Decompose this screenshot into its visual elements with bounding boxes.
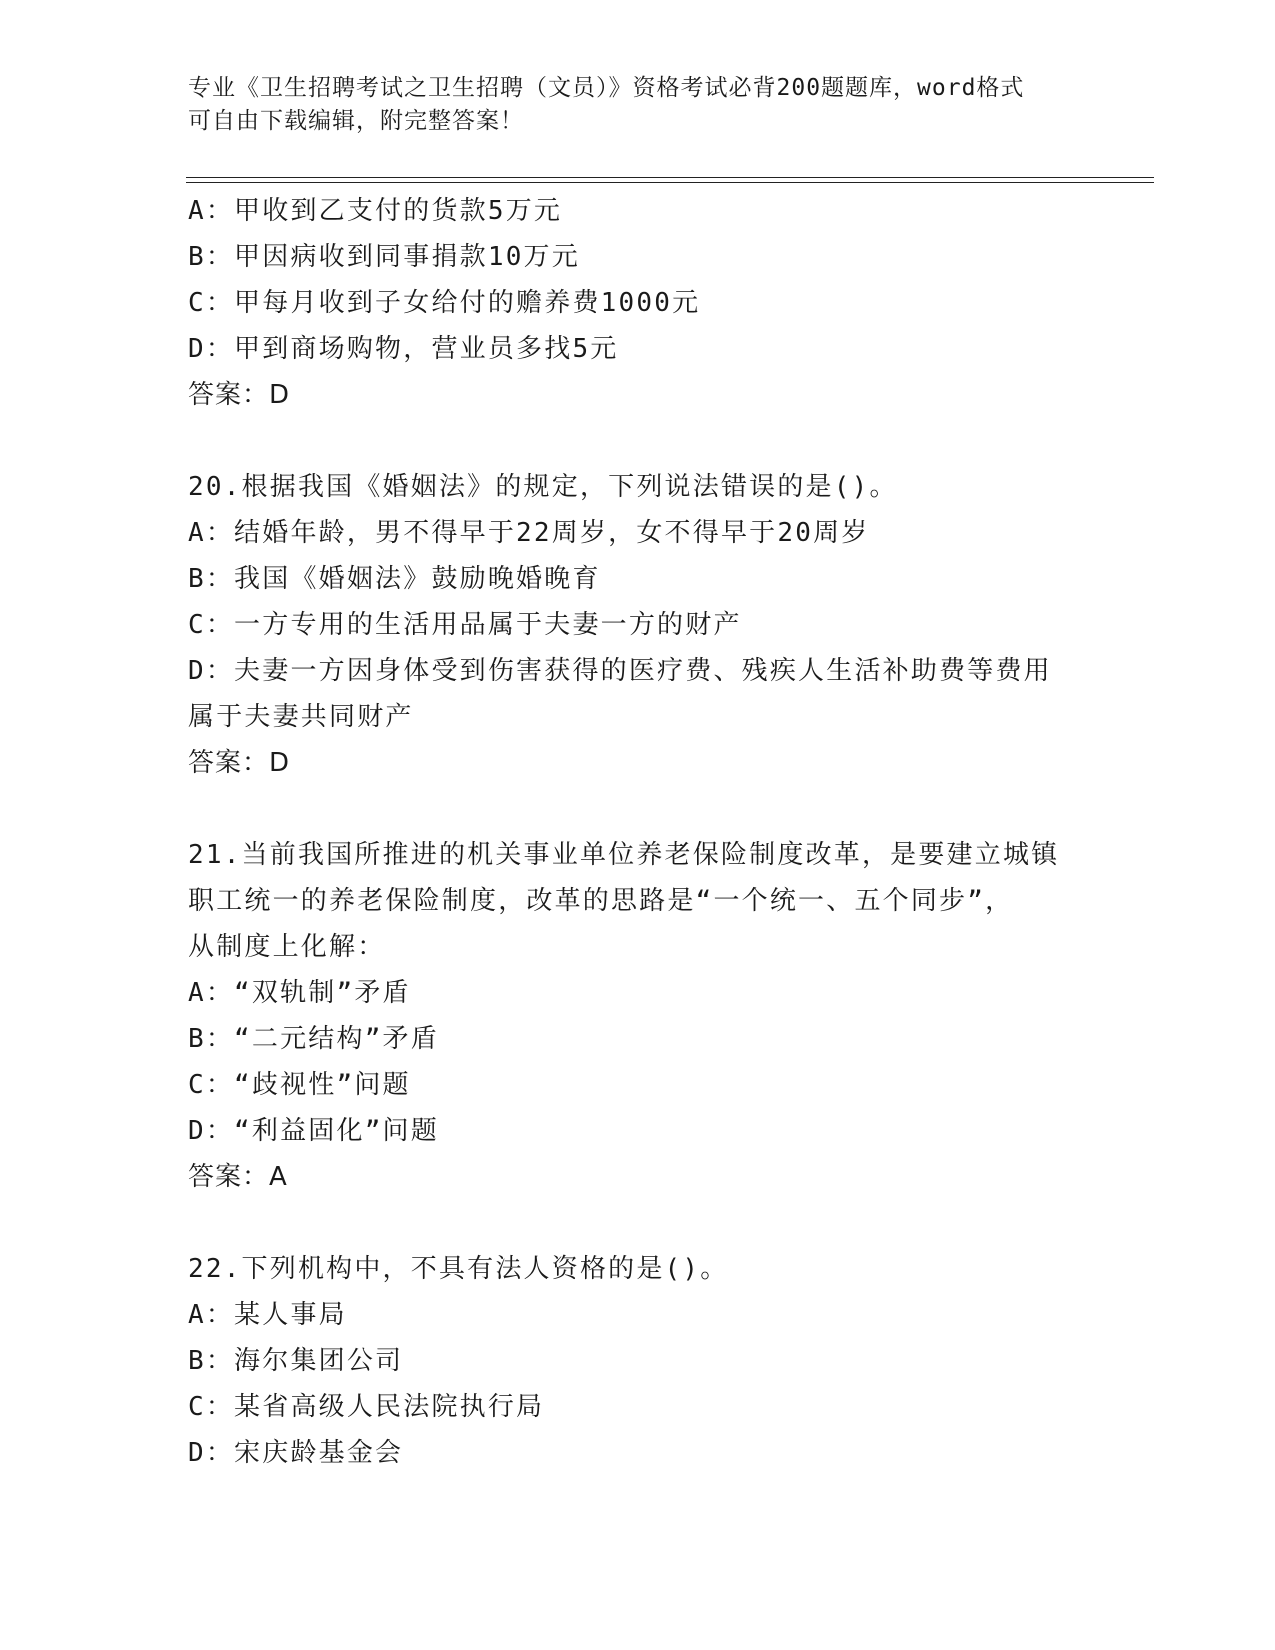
option-b: B：“二元结构”矛盾: [188, 1024, 439, 1054]
option-d: D：宋庆龄基金会: [188, 1438, 404, 1468]
answer: 答案：D: [188, 748, 291, 778]
option-b: B：海尔集团公司: [188, 1346, 404, 1376]
question-stem-continued: 职工统一的养老保险制度，改革的思路是“一个统一、五个同步”，: [188, 886, 1014, 916]
question-21: [188, 832, 1088, 1200]
option-b: B：甲因病收到同事捐款10万元: [188, 242, 580, 272]
question-stem-continued: 从制度上化解：: [188, 932, 386, 962]
header-rule-top: [186, 177, 1154, 178]
option-a: A：某人事局: [188, 1300, 347, 1330]
document-header: [188, 72, 1088, 138]
question-22: [188, 1246, 1088, 1476]
option-a: A：结婚年龄，男不得早于22周岁，女不得早于20周岁: [188, 518, 870, 548]
option-a: A：甲收到乙支付的货款5万元: [188, 196, 563, 226]
header-rule-bottom: [186, 182, 1154, 183]
spacer: [188, 418, 1088, 464]
answer: 答案：D: [188, 380, 291, 410]
option-a: A：“双轨制”矛盾: [188, 978, 411, 1008]
question-20: [188, 464, 1088, 786]
question-list: [188, 188, 1088, 1476]
option-c: C：某省高级人民法院执行局: [188, 1392, 545, 1422]
question-stem: 21.当前我国所推进的机关事业单位养老保险制度改革，是要建立城镇: [188, 840, 1060, 870]
option-c: C：一方专用的生活用品属于夫妻一方的财产: [188, 610, 742, 640]
question-stem: 22.下列机构中，不具有法人资格的是()。: [188, 1254, 729, 1284]
option-d-continued: 属于夫妻共同财产: [188, 702, 414, 732]
answer: 答案：A: [188, 1162, 288, 1192]
spacer: [188, 1200, 1088, 1246]
question-stem: 20.根据我国《婚姻法》的规定，下列说法错误的是()。: [188, 472, 898, 502]
question-19: [188, 188, 1088, 418]
spacer: [188, 786, 1088, 832]
option-c: C：甲每月收到子女给付的赡养费1000元: [188, 288, 701, 318]
option-d: D：夫妻一方因身体受到伤害获得的医疗费、残疾人生活补助费等费用: [188, 656, 1052, 686]
header-line-1: 专业《卫生招聘考试之卫生招聘（文员）》资格考试必背200题题库，word格式: [188, 75, 1025, 101]
header-line-2: 可自由下载编辑，附完整答案！: [188, 108, 524, 134]
option-c: C：“歧视性”问题: [188, 1070, 411, 1100]
option-b: B：我国《婚姻法》鼓励晚婚晚育: [188, 564, 601, 594]
option-d: D：甲到商场购物，营业员多找5元: [188, 334, 619, 364]
option-d: D：“利益固化”问题: [188, 1116, 439, 1146]
